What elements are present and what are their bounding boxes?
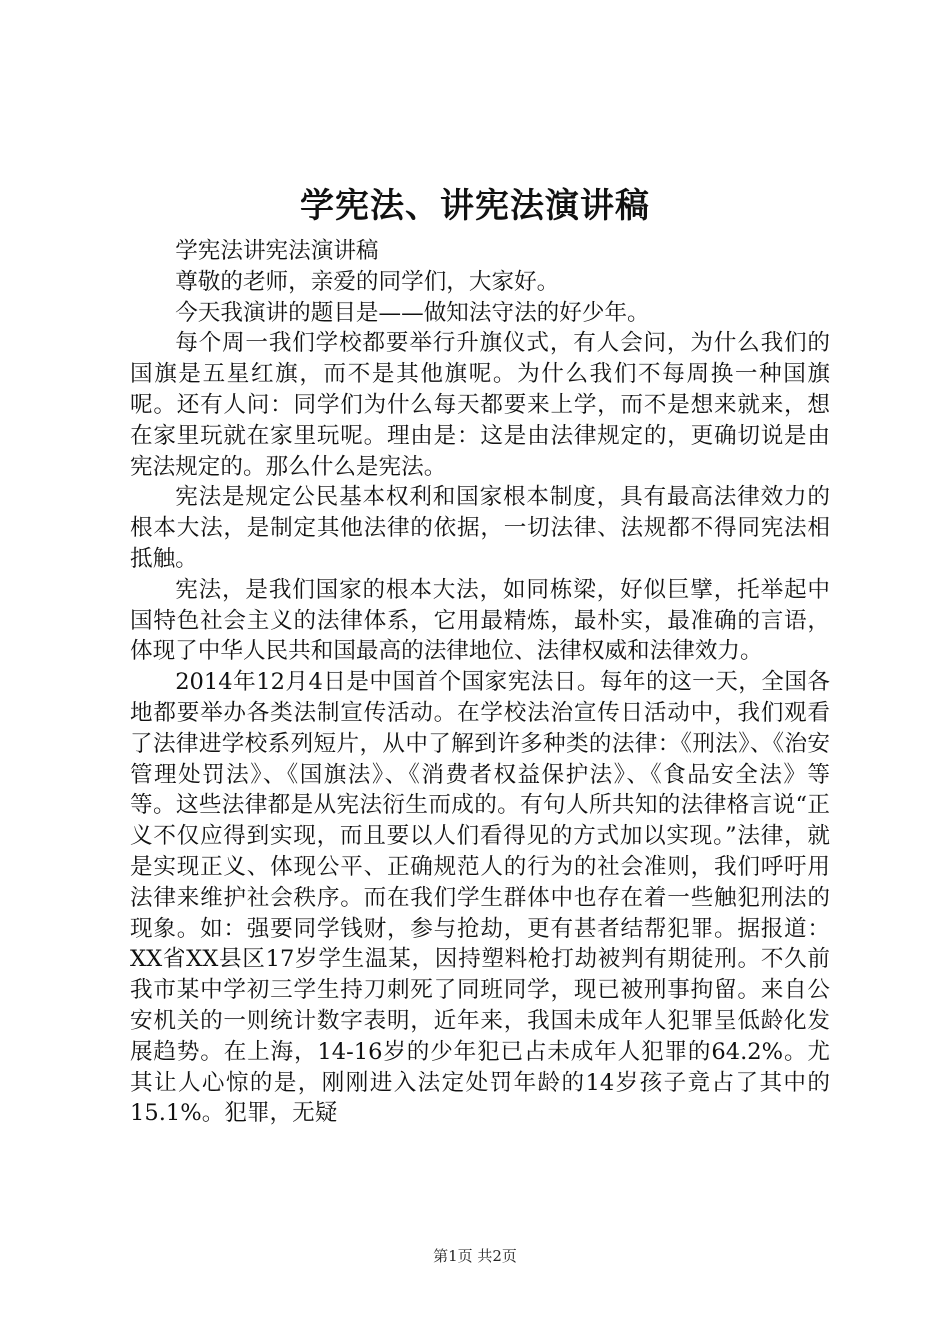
- paragraph: 2014年12月4日是中国首个国家宪法日。每年的这一天，全国各地都要举办各类法制宣传活动。在学校法治宣传日活动中，我们观看了法律进学校系列短片，从中了解到许多种类的法律：《刑法》、《治安管理处罚法》、《国旗法》、《消费者权益保护法》、《食品安全法》等等。这些法律都是从宪法衍生而成的。有句人所共知的法律格言说“正义不仅应得到实现，而且要以人们看得见的方式加以实现。”法律，就是实现正义、体现公平、正确规范人的行为的社会准则，我们呼吁用法律来维护社会秩序。而在我们学生群体中也存在着一些触犯刑法的现象。如：强要同学钱财，参与抢劫，更有甚者结帮犯罪。据报道：XX省XX县区17岁学生温某，因持塑料枪打劫被判有期徒刑。不久前我市某中学初三学生持刀刺死了同班同学，现已被刑事拘留。来自公安机关的一则统计数字表明，近年来，我国未成年人犯罪呈低龄化发展趋势。在上海，14-16岁的少年犯已占未成年人犯罪的64.2%。尤其让人心惊的是，刚刚进入法定处罚年龄的14岁孩子竟占了其中的15.1%。犯罪，无疑: [130, 669, 830, 1127]
- paragraph: 宪法是规定公民基本权利和国家根本制度，具有最高法律效力的根本大法，是制定其他法律的依据，一切法律、法规都不得同宪法相抵触。: [130, 484, 830, 572]
- paragraph: 学宪法讲宪法演讲稿: [175, 238, 379, 264]
- paragraph: 尊敬的老师，亲爱的同学们，大家好。: [175, 268, 560, 295]
- paragraph: 宪法，是我们国家的根本大法，如同栋梁，好似巨擘，托举起中国特色社会主义的法律体系，它用最精炼，最朴实，最准确的言语，体现了中华人民共和国最高的法律地位、法律权威和法律效力。: [130, 576, 830, 665]
- paragraph: 今天我演讲的题目是——做知法守法的好少年。: [175, 299, 650, 326]
- paragraph: 每个周一我们学校都要举行升旗仪式，有人会问，为什么我们的国旗是五星红旗，而不是其他旗呢。为什么我们不每周换一种国旗呢。还有人问：同学们为什么每天都要来上学，而不是想来就来，想在家里玩就在家里玩呢。理由是：这是由法律规定的，更确切说是由宪法规定的。那么什么是宪法。: [130, 330, 830, 480]
- page-footer: 第1页 共2页: [433, 1247, 517, 1265]
- document-body: [130, 236, 830, 1129]
- document-title: 学宪法、讲宪法演讲稿: [300, 186, 650, 226]
